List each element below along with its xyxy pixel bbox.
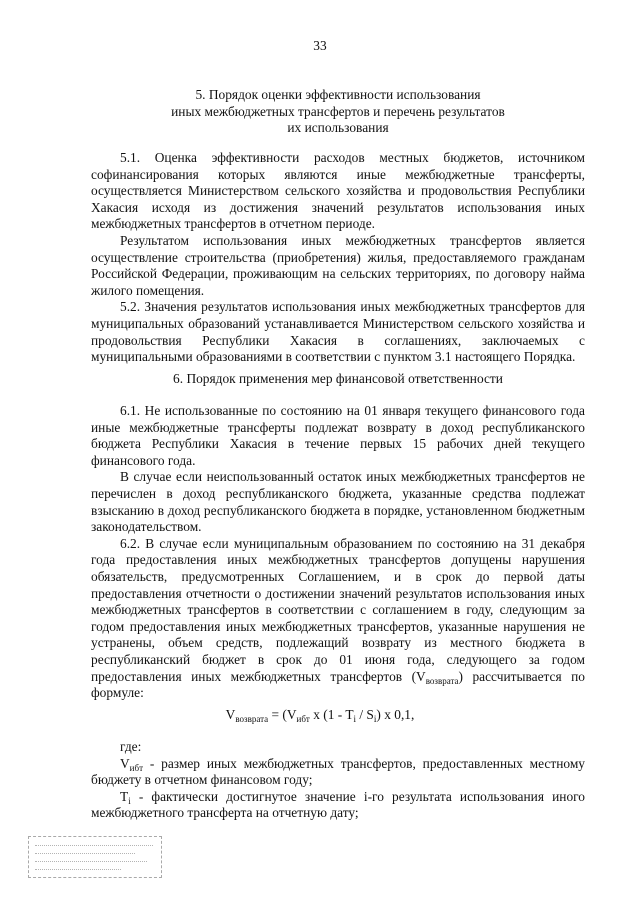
- paragraph-6-2-tail: ) рассчитывается по формуле:: [91, 668, 585, 701]
- paragraph-6-2-text: 6.2. В случае если муниципальным образованием по состоянию на 31 декабря года предоставления иных межбюджетных трансфертов допущены нарушения обязательств, предусмотренных Соглашением, и в срок до первой даты предоставления отчетности о достижении значений результатов использования иных межбюджетных трансфертов в соответствии с соглашением в году, следующим за годом предоставления иных межбюджетных трансфертов, указанные нарушения не устранены, объем средств, подлежащий возврату из местного бюджета в республиканский бюджет в срок до 01 июня года, следующего за годом предоставления иных межбюджетных трансфертов (V: [91, 535, 585, 684]
- section-5-title-line-2: иных межбюджетных трансфертов и перечень результатов: [171, 103, 505, 119]
- paragraph-5-1-result: Результатом использования иных межбюджетных трансфертов является осуществление строительства (приобретения) жилья, предоставляемого гражданам Российской Федерации, проживающим на сельских территориях, по договору найма жилого помещения.: [91, 232, 585, 298]
- definition-v-ibt: $V_{ибт}$ - размер иных межбюджетных трансфертов, предоставленных местному бюджету в отчетном финансовом году;: [91, 755, 585, 788]
- paragraph-5-2: 5.2. Значения результатов использования иных межбюджетных трансфертов для муниципальных образований устанавливается Министерством сельского хозяйства и продовольствия Республики Хакасия в соглашениях, заключаемых с муниципальными образованиями в соответствии с пунктом 3.1 настоящего Порядка.: [91, 299, 585, 365]
- formula-definitions: [91, 739, 585, 822]
- section-5-body: [91, 150, 585, 366]
- return-volume-formula: $V_{возврата} = (V_{ибт}$ x $(1 - T_i / S_i)$ x 0,1,: [225, 707, 415, 724]
- section-6-title-block: [91, 371, 585, 388]
- paragraph-6-2-subscript: возврата: [425, 675, 459, 686]
- paragraph-5-1: 5.1. Оценка эффективности расходов местных бюджетов, источником софинансирования которых являются иные межбюджетные трансферты, осуществляется Министерством сельского хозяйства и продовольствия Республики Хакасия исходя из достижения значений результатов использования иных межбюджетных трансфертов в отчетном периоде.: [91, 150, 585, 232]
- section-5-title-line-1: 5. Порядок оценки эффективности использования: [195, 87, 481, 102]
- paragraph-6-1-residual: В случае если неиспользованный остаток иных межбюджетных трансфертов не перечислен в доход республиканского бюджета, указанные средства подлежат взысканию в доход республиканского бюджета в порядке, установленном бюджетным законодательством.: [91, 469, 585, 535]
- paragraph-6-2: [91, 536, 585, 702]
- paragraph-6-1: 6.1. Не использованные по состоянию на 01 января текущего финансового года иные межбюджетные трансферты подлежат возврату в доход республиканского бюджета Республики Хакасия в течение первых 15 рабочих дней текущего финансового года.: [91, 403, 585, 468]
- section-5-title: [91, 87, 585, 137]
- section-5-title-line-3: их использования: [287, 120, 389, 136]
- faded-stamp-mark: [28, 836, 162, 878]
- definition-t-i: $T_i$ - фактически достигнутое значение i-го результата использования иного межбюджетного трансферта на отчетную дату;: [91, 788, 585, 821]
- section-6-title: 6. Порядок применения мер финансовой ответственности: [173, 371, 503, 386]
- page-number: 33: [313, 38, 327, 53]
- section-6-body: [91, 403, 585, 702]
- where-label: где:: [120, 739, 142, 754]
